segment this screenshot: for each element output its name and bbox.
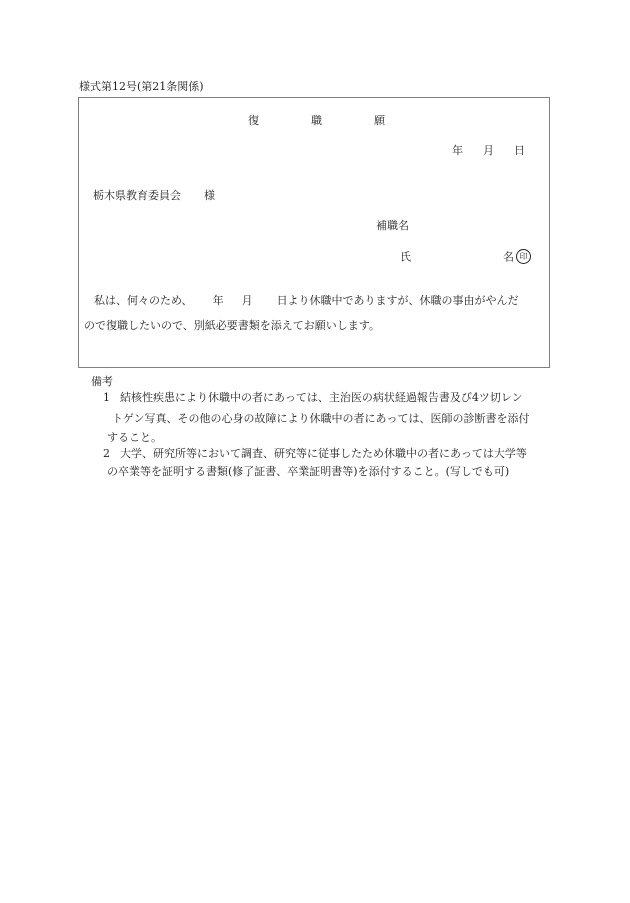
body-suffix: 日より休職中でありますが、休職の事由がやんだ [276, 294, 519, 307]
remark-2-line-1 [103, 448, 527, 459]
addressee [93, 190, 215, 201]
seal-icon: 印 [516, 249, 531, 264]
body-line-1 [94, 295, 519, 306]
remark-text: 結核性疾患により休職中の者にあっては、主治医の病状経過報告書及び4ツ切レン [120, 391, 523, 404]
name-label-first: 氏 [400, 250, 411, 264]
addressee-name: 栃木県教育委員会 [93, 189, 181, 202]
body-year: 年 [212, 294, 224, 307]
remark-number: 1 [103, 391, 110, 404]
document-title [248, 115, 385, 126]
remark-1-line-1 [103, 392, 523, 403]
body-month: 月 [241, 294, 253, 307]
date-month-label: 月 [483, 144, 494, 157]
addressee-honorific: 様 [204, 189, 215, 202]
name-row [400, 250, 531, 265]
title-char: 職 [311, 114, 322, 127]
remark-1-line-2: トゲン写真、その他の心身の故障により休職中の者にあっては、医師の診断書を添付 [112, 412, 530, 425]
date-year-label: 年 [452, 144, 463, 157]
name-label-second: 名 [503, 250, 514, 264]
remark-number: 2 [103, 447, 110, 460]
remark-2-line-2: の卒業等を証明する書類(修了証書、卒業証明書等)を添付すること。(写しでも可) [107, 465, 510, 478]
position-label: 補職名 [376, 219, 409, 232]
title-char: 願 [374, 114, 385, 127]
title-char: 復 [248, 114, 259, 127]
date-day-label: 日 [514, 144, 525, 157]
remark-1-line-3: すること。 [107, 431, 162, 444]
body-line-2: ので復職したいので、別紙必要書類を添えてお願いします。 [84, 319, 380, 332]
form-number: 様式第12号(第21条関係) [79, 80, 204, 93]
date-line [452, 145, 525, 156]
remark-text: 大学、研究所等において調査、研究等に従事したため休職中の者にあっては大学等 [120, 447, 527, 460]
remarks-heading: 備考 [91, 375, 113, 388]
body-prefix: 私は、何々のため、 [94, 294, 193, 307]
